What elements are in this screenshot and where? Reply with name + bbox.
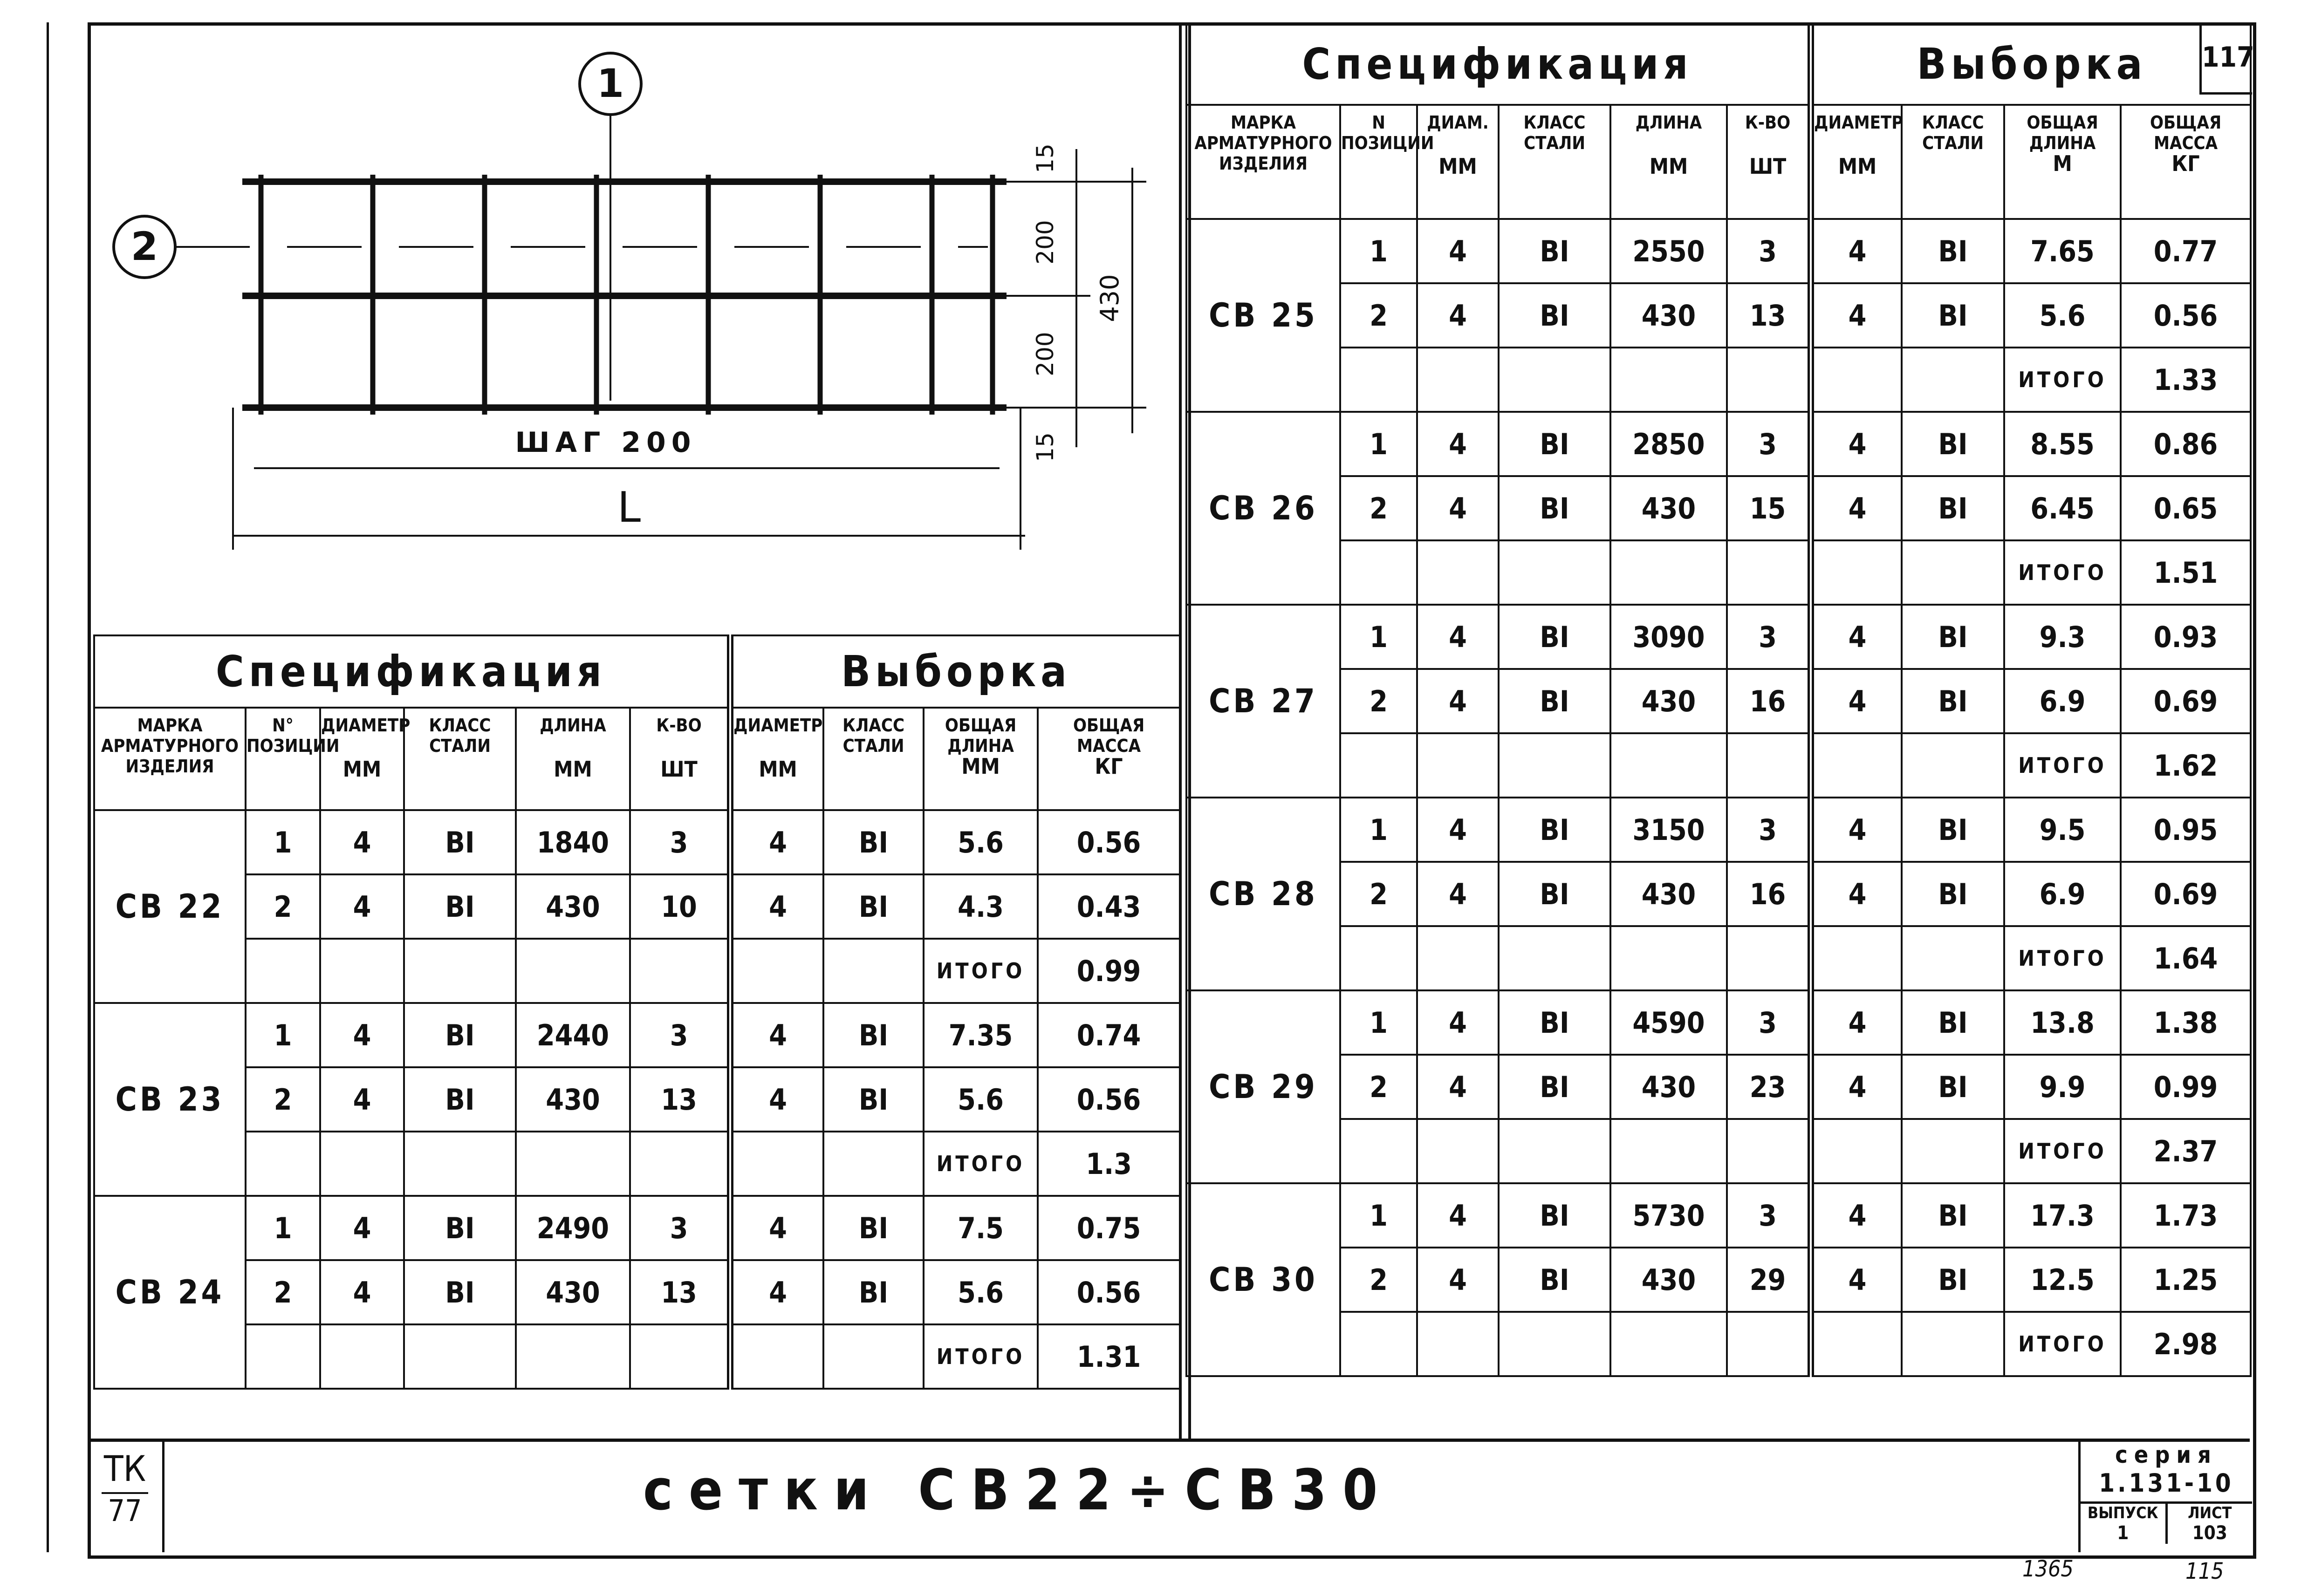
table-cell: 4 [1811,1248,1902,1312]
table-cell: 430 [1610,283,1727,348]
table-cell: 2 [246,874,320,939]
table-cell: 16 [1727,669,1811,733]
table-cell: ВI [404,810,516,874]
table-cell: 0.56 [2121,283,2251,348]
table-cell: 2 [246,1067,320,1132]
table-cell: ВI [1902,1055,2004,1119]
table-cell: ВI [1499,1183,1610,1248]
table-cell: ВI [1499,1055,1610,1119]
table-cell: 2 [1340,476,1417,540]
foot-note-left: 1365 [2022,1556,2074,1582]
table-cell: 2 [1340,669,1417,733]
callout-2: 2 [130,224,158,269]
svg-text:430: 430 [1095,274,1124,322]
table-cell: 3 [1727,1183,1811,1248]
callout-1: 1 [596,61,624,106]
table-row [94,1196,1180,1260]
table-cell: 2 [1340,862,1417,926]
table-cell: 4 [320,1196,404,1260]
table-cell: ВI [1902,990,2004,1055]
itogo-label: ИТОГО [2004,733,2121,798]
table-cell: ВI [1902,862,2004,926]
table-cell: 4 [320,810,404,874]
table-cell: 4 [730,1260,823,1324]
itogo-value: 1.33 [2121,348,2251,412]
table-cell: ВI [404,1067,516,1132]
table-row [1186,1055,2251,1119]
itogo-value: 1.3 [1038,1132,1180,1196]
table-cell: 4 [1417,1055,1499,1119]
svg-text:200: 200 [1032,220,1059,265]
table-cell: ВI [1902,412,2004,476]
table-cell: 6.9 [2004,862,2121,926]
svg-text:15: 15 [1032,143,1059,173]
foot-note-right: 115 [2185,1558,2224,1584]
mark-cell: СВ 29 [1186,990,1340,1183]
mark-cell: СВ 24 [94,1196,246,1389]
itogo-label: ИТОГО [924,1132,1038,1196]
table-cell: 1 [246,810,320,874]
table-cell: ВI [1499,798,1610,862]
table-cell: 9.5 [2004,798,2121,862]
table-cell: 2 [1340,1055,1417,1119]
itogo-label: ИТОГО [2004,348,2121,412]
table-cell: 2 [1340,1248,1417,1312]
table-cell: 5.6 [924,810,1038,874]
table-cell: 4 [730,874,823,939]
length-label: L [617,483,641,532]
table-cell: 5.6 [2004,283,2121,348]
mark-cell: СВ 28 [1186,798,1340,990]
table-cell: 3 [630,1003,730,1067]
table-cell: ВI [1902,476,2004,540]
table-cell: 4 [1811,798,1902,862]
table-cell: ВI [823,874,924,939]
table-cell: 7.35 [924,1003,1038,1067]
itogo-label: ИТОГО [2004,540,2121,605]
itogo-value: 2.98 [2121,1312,2251,1376]
table-cell: 2 [246,1260,320,1324]
table-cell: 4 [1811,605,1902,669]
table-cell: 4 [730,1067,823,1132]
table-cell: ВI [1902,283,2004,348]
mark-cell: СВ 25 [1186,219,1340,412]
table-row [94,1003,1180,1067]
table-cell: 3150 [1610,798,1727,862]
table-row [1186,412,2251,476]
table-cell: 0.69 [2121,669,2251,733]
table-row [94,1067,1180,1132]
table-cell: 4 [730,1003,823,1067]
table-cell: 4 [1417,412,1499,476]
itogo-value: 1.31 [1038,1324,1180,1389]
mark-cell: СВ 27 [1186,605,1340,798]
table-cell: 1 [1340,798,1417,862]
tk-box: ТК 77 [88,1439,164,1552]
table-cell: 12.5 [2004,1248,2121,1312]
table-cell: 6.45 [2004,476,2121,540]
table-cell: ВI [1499,990,1610,1055]
table-row [94,874,1180,939]
table-cell: 4 [1417,1248,1499,1312]
table-row [1186,926,2251,990]
itogo-value: 1.62 [2121,733,2251,798]
table-row [1186,1119,2251,1183]
table-cell: 7.5 [924,1196,1038,1260]
table-row [94,810,1180,874]
table-cell: 430 [1610,476,1727,540]
table-cell: 4 [1417,669,1499,733]
itogo-label: ИТОГО [2004,1119,2121,1183]
itogo-label: ИТОГО [924,939,1038,1003]
table-cell: ВI [404,1260,516,1324]
step-label: ШАГ 200 [515,426,697,459]
table-cell: 0.77 [2121,219,2251,283]
spec-caption-left: Спецификация [94,635,730,708]
table-row [94,939,1180,1003]
table-cell: 4 [320,1003,404,1067]
table-row [1186,1248,2251,1312]
table-cell: 2440 [516,1003,630,1067]
table-cell: 7.65 [2004,219,2121,283]
table-cell: 8.55 [2004,412,2121,476]
table-cell: 4 [1417,605,1499,669]
table-cell: 430 [1610,862,1727,926]
itogo-value: 1.51 [2121,540,2251,605]
table-cell: 1.38 [2121,990,2251,1055]
table-cell: 0.86 [2121,412,2251,476]
table-cell: 1840 [516,810,630,874]
table-cell: ВI [1902,798,2004,862]
table-cell: ВI [823,810,924,874]
table-cell: 4 [1811,669,1902,733]
table-row [1186,348,2251,412]
table-cell: 4 [1417,283,1499,348]
table-cell: 3090 [1610,605,1727,669]
table-cell: ВI [1499,862,1610,926]
table-row [1186,540,2251,605]
sheet-title: сетки СВ22÷СВ30 [643,1458,1394,1523]
itogo-value: 0.99 [1038,939,1180,1003]
sample-caption-left: Выборка [730,635,1180,708]
mark-cell: СВ 26 [1186,412,1340,605]
itogo-label: ИТОГО [924,1324,1038,1389]
table-cell: 4 [730,1196,823,1260]
mark-cell: СВ 30 [1186,1183,1340,1376]
table-cell: 4 [1811,990,1902,1055]
table-cell: 4 [1811,862,1902,926]
table-row [1186,990,2251,1055]
table-cell: 4 [1811,412,1902,476]
table-cell: 4590 [1610,990,1727,1055]
table-cell: 9.9 [2004,1055,2121,1119]
table-cell: 0.65 [2121,476,2251,540]
table-cell: 0.75 [1038,1196,1180,1260]
table-cell: 5.6 [924,1067,1038,1132]
table-row [1186,219,2251,283]
table-row [1186,1183,2251,1248]
table-cell: 0.56 [1038,1260,1180,1324]
table-cell: 0.95 [2121,798,2251,862]
table-cell: 4 [1811,219,1902,283]
table-cell: 0.74 [1038,1003,1180,1067]
table-cell: 0.69 [2121,862,2251,926]
table-cell: 4 [320,874,404,939]
table-cell: 13 [630,1260,730,1324]
table-cell: 4.3 [924,874,1038,939]
table-cell: 2490 [516,1196,630,1260]
table-cell: 3 [630,810,730,874]
table-cell: 5.6 [924,1260,1038,1324]
table-cell: 1 [1340,412,1417,476]
table-cell: 4 [1417,798,1499,862]
table-cell: ВI [1902,669,2004,733]
table-cell: ВI [1499,476,1610,540]
table-cell: 1 [1340,605,1417,669]
table-row [1186,862,2251,926]
svg-text:15: 15 [1032,432,1059,462]
table-row [1186,1312,2251,1376]
table-cell: 430 [516,1260,630,1324]
table-cell: 4 [1811,1055,1902,1119]
table-cell: 1.25 [2121,1248,2251,1312]
table-cell: ВI [1499,1248,1610,1312]
table-cell: ВI [1499,412,1610,476]
itogo-value: 2.37 [2121,1119,2251,1183]
table-cell: 4 [320,1067,404,1132]
table-cell: ВI [1499,283,1610,348]
table-cell: ВI [1902,1248,2004,1312]
table-cell: 4 [1417,862,1499,926]
table-cell: 1 [1340,1183,1417,1248]
table-cell: 29 [1727,1248,1811,1312]
table-cell: 3 [630,1196,730,1260]
table-cell: ВI [1902,605,2004,669]
table-cell: ВI [1902,1183,2004,1248]
table-cell: 3 [1727,990,1811,1055]
table-cell: 430 [1610,1055,1727,1119]
table-cell: 1 [246,1196,320,1260]
table-row [1186,283,2251,348]
spec-caption-right: Спецификация [1186,23,1811,105]
series-box: серия 1.131-10 ВЫПУСК 1 ЛИСТ 103 [2078,1439,2252,1552]
mark-cell: СВ 23 [94,1003,246,1196]
table-cell: 23 [1727,1055,1811,1119]
table-cell: 16 [1727,862,1811,926]
table-cell: 1.73 [2121,1183,2251,1248]
table-cell: 3 [1727,605,1811,669]
table-cell: ВI [404,1196,516,1260]
table-cell: 2 [1340,283,1417,348]
right-spec-table: Спецификация Выборка МАРКА АРМАТУРНОГО ИЗДЕЛИЯ N ПОЗИЦИИ ДИАМ. ММ КЛАСС СТАЛИ ДЛИНА ММ К-ВО ШТ ДИАМЕТР ММ КЛАСС СТАЛИ ОБЩАЯ ДЛИНА М ОБЩАЯ МАССА КГ СВ 25 1 4 ВI 2550 3 4 ВI 7.65 0.77 2 4 ВI 430 13 4 ВI 5.6 0.56 ИТОГО 1.33 СВ 26 1 4 ВI 2850 3 4 ВI 8.55 0.86 2 4 ВI 430 15 4 ВI 6.45 0.65 ИТОГО 1.51 СВ 27 1 4 ВI 3090 3 4 ВI 9.3 0.93 2 4 ВI 430 16 4 ВI 6.9 0.69 ИТОГО 1.62 СВ 28 1 4 ВI 3150 3 4 ВI 9.5 0.95 2 4 ВI 430 16 4 ВI 6.9 0.69 ИТОГО 1.64 СВ 29 1 4 ВI 4590 3 4 ВI 13.8 1.38 2 4 ВI 430 23 4 ВI 9.9 0.99 ИТОГО 2.37 СВ 30 1 4 ВI 5730 3 4 ВI 17.3 1.73 2 4 ВI 430 29 4 ВI 12.5 1.25 ИТОГО 2.98 [1185,22,2252,1377]
table-cell: 4 [320,1260,404,1324]
table-cell: 4 [1811,1183,1902,1248]
binding-margin [47,22,49,1552]
table-cell: 430 [1610,669,1727,733]
table-cell: 3 [1727,798,1811,862]
itogo-value: 1.64 [2121,926,2251,990]
table-cell: 3 [1727,219,1811,283]
table-cell: 17.3 [2004,1183,2121,1248]
table-row [94,1324,1180,1389]
table-cell: 15 [1727,476,1811,540]
table-cell: 0.56 [1038,1067,1180,1132]
table-row [94,1260,1180,1324]
table-cell: 1 [246,1003,320,1067]
table-row [1186,669,2251,733]
table-cell: 4 [1811,476,1902,540]
table-cell: 0.56 [1038,810,1180,874]
table-row [1186,733,2251,798]
table-cell: ВI [404,874,516,939]
table-cell: 430 [1610,1248,1727,1312]
table-row [1186,798,2251,862]
table-cell: 3 [1727,412,1811,476]
table-cell: ВI [1902,219,2004,283]
table-cell: 1 [1340,219,1417,283]
table-cell: 0.93 [2121,605,2251,669]
table-cell: 4 [1417,990,1499,1055]
table-cell: 430 [516,874,630,939]
table-cell: 430 [516,1067,630,1132]
table-cell: ВI [823,1067,924,1132]
table-cell: 0.43 [1038,874,1180,939]
table-row [94,1132,1180,1196]
mark-cell: СВ 22 [94,810,246,1003]
mesh-drawing [93,47,1165,606]
table-cell: 5730 [1610,1183,1727,1248]
itogo-label: ИТОГО [2004,926,2121,990]
table-cell: 4 [1811,283,1902,348]
table-cell: 13.8 [2004,990,2121,1055]
table-cell: ВI [404,1003,516,1067]
table-cell: 13 [630,1067,730,1132]
table-cell: ВI [823,1260,924,1324]
sample-caption-right: Выборка [1811,23,2251,105]
table-cell: ВI [823,1196,924,1260]
itogo-label: ИТОГО [2004,1312,2121,1376]
table-cell: 4 [1417,476,1499,540]
table-cell: 13 [1727,283,1811,348]
page-number: 117 [2202,41,2254,74]
table-row [1186,476,2251,540]
table-cell: ВI [1499,219,1610,283]
table-cell: ВI [823,1003,924,1067]
table-cell: ВI [1499,669,1610,733]
svg-text:200: 200 [1032,332,1059,376]
left-spec-table: Спецификация Выборка МАРКА АРМАТУРНОГО ИЗДЕЛИЯ N° ПОЗИЦИИ ДИАМЕТР ММ КЛАСС СТАЛИ ДЛИНА ММ К-ВО ШТ ДИАМЕТР ММ КЛАСС СТАЛИ ОБЩАЯ ДЛИНА ММ ОБЩАЯ МАССА КГ СВ 22 1 4 ВI 1840 3 4 ВI 5.6 0.56 2 4 ВI 430 10 4 ВI 4.3 0.43 ИТОГО 0.99 СВ 23 1 4 ВI 2440 3 4 ВI 7.35 0.74 2 4 ВI 430 13 4 ВI 5.6 0.56 ИТОГО 1.3 СВ 24 1 4 ВI 2490 3 4 ВI 7.5 0.75 2 4 ВI 430 13 4 ВI 5.6 0.56 ИТОГО 1.31 [93,634,1181,1390]
table-cell: 6.9 [2004,669,2121,733]
table-cell: 10 [630,874,730,939]
table-cell: 9.3 [2004,605,2121,669]
table-cell: 2550 [1610,219,1727,283]
table-cell: 2850 [1610,412,1727,476]
table-cell: ВI [1499,605,1610,669]
table-cell: 4 [1417,219,1499,283]
table-cell: 0.99 [2121,1055,2251,1119]
table-cell: 4 [1417,1183,1499,1248]
table-row [1186,605,2251,669]
table-cell: 4 [730,810,823,874]
table-cell: 1 [1340,990,1417,1055]
